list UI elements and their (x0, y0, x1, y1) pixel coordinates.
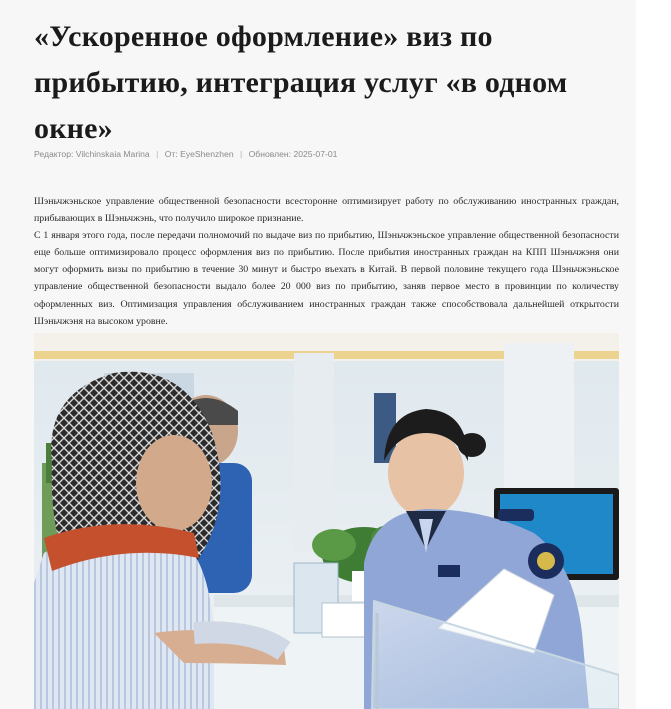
article-meta (34, 149, 337, 159)
updated-label: Обновлен: (248, 149, 292, 159)
article-paragraph: С 1 января этого года, после передачи полномочий по выдаче виз по прибытию, Шэньчжэньское управление общественной безопасности еще больше оптимизировало процесс оформления виз по прибытию. После прибытия иностранных граждан на КПП Шэньчжэня они могут оформить визы по прибытию в течение 30 минут и быстро въехать в Китай. В первой половине текущего года Шэньчжэньское управление общественной безопасности выдало более 20 000 виз по прибытию, заняв первое место в провинции по количеству оформленных виз. Оптимизация управления обслуживанием иностранных граждан также способствовала дальнейшей открытости Шэньчжэня на высоком уровне. (34, 230, 619, 327)
article-paragraph: Шэньчжэньское управление общественной безопасности всесторонне оптимизирует работу по обслуживанию иностранных граждан, прибывающих в Шэньчжэнь, что получило широкое признание. (34, 196, 619, 225)
meta-separator: | (240, 149, 243, 159)
updated-date: 2025-07-01 (293, 149, 338, 159)
editor-label: Редактор: (34, 149, 74, 159)
photo-illustration (34, 333, 619, 709)
article-body (34, 193, 619, 330)
editor-name[interactable]: Vilchinskaia Marina (75, 149, 150, 159)
source-name[interactable]: EyeShenzhen (180, 149, 234, 159)
article-photo (34, 333, 619, 709)
source-label: От: (164, 149, 178, 159)
meta-separator: | (156, 149, 159, 159)
article-title: «Ускоренное оформление» виз по прибытию, интеграция услуг «в одном окне» (34, 20, 568, 145)
